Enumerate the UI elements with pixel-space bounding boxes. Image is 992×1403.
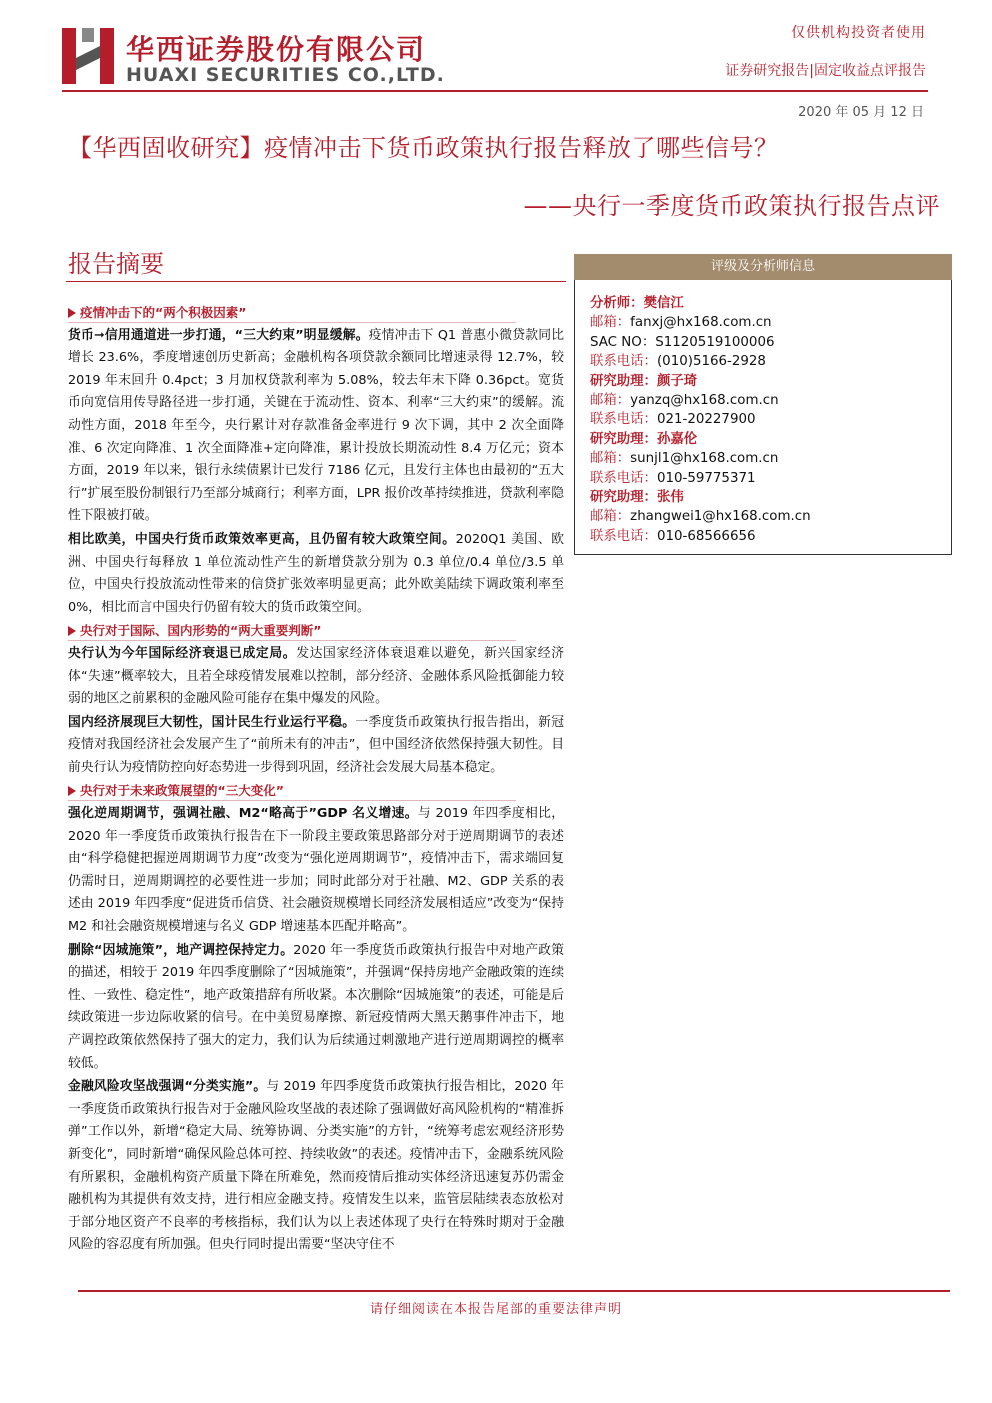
report-title: 【华西固收研究】疫情冲击下货币政策执行报告释放了哪些信号？	[68, 134, 779, 162]
analyst-line: 联系电话：(010)5166-2928	[590, 354, 766, 370]
analyst-line: 邮箱：yanzq@hx168.com.cn	[590, 393, 779, 409]
report-type: 证券研究报告|固定收益点评报告	[725, 63, 926, 79]
paragraph: 强化逆周期调节，强调社融、M2“略高于”GDP 名义增速。与 2019 年四季度相比，2020 年一季度货币政策执行报告在下一阶段主要政策思路部分对于逆周期调节的表述由“科学稳健把握逆周期调节力度”改变为“强化逆周期调节”，疫情冲击下，需求端回复仍需时日，逆周期调控的必要性进一步加；同时此部分对于社融、M2、GDP 关系的表述由 2019 年四季度“促进货币信贷、社会融资规模增长同经济发展相适应”改变为“保持 M2 和社会融资规模增速与名义 GDP 增速基本匹配并略高”。	[68, 806, 565, 935]
paragraph: 删除“因城施策”，地产调控保持定力。2020 年一季度货币政策执行报告中对地产政策的描述，相较于 2019 年四季度删除了“因城施策”，并强调“保持房地产金融政策的连续性、一致性、稳定性”，地产政策措辞有所收紧。本次删除“因城施策”的表述，可能是后续政策进一步边际收紧的信号。在中美贸易摩擦、新冠疫情两大黑天鹅事件冲击下，地产调控政策依然保持了强大的定力，我们认为后续通过刺激地产进行逆周期调控的概率较低。	[68, 942, 564, 1071]
analyst-line: SAC NO：S1120519100006	[590, 334, 775, 350]
header-divider	[62, 90, 928, 92]
audience-note: 仅供机构投资者使用	[791, 25, 926, 41]
abstract-divider	[66, 281, 566, 282]
analyst-line: 研究助理：张伟	[590, 490, 684, 506]
triangle-bullet-icon	[68, 626, 76, 636]
company-name-en: HUAXI SECURITIES CO.,LTD.	[126, 64, 445, 86]
paragraph: 货币➞信用通道进一步打通，“三大约束”明显缓解。疫情冲击下 Q1 普惠小微贷款同比增长 23.6%，季度增速创历史新高；金融机构各项贷款余额同比增速录得 12.7%，较 2019 年末回升 0.4pct；3 月加权贷款利率为 5.08%，较去年末下降 0.36pct。宽货币向宽信用传导路径进一步打通，关键在于流动性、资本、利率“三大约束”的缓解。流动性方面，2018 年至今，央行累计对存款准备金率进行 9 次下调，其中 2 次全面降准、6 次定向降准、1 次全面降准+定向降准，累计投放长期流动性 8.4 万亿元；资本方面，2019 年以来，银行永续债累计已发行 7186 亿元，且发行主体也由最初的“五大行”扩展至股份制银行乃至部分城商行；利率方面，LPR 报价改革持续推进，贷款利率隐性下限被打破。	[68, 327, 564, 524]
analyst-line: 分析师：樊信江	[590, 296, 684, 311]
analyst-line: 研究助理：孙嘉伦	[590, 431, 698, 447]
abstract-body	[68, 302, 564, 1258]
company-logo-icon	[62, 28, 114, 84]
report-subtitle: ——央行一季度货币政策执行报告点评	[523, 192, 940, 220]
abstract-heading: 报告摘要	[68, 250, 164, 278]
company-name-cn: 华西证券股份有限公司	[126, 33, 427, 66]
analyst-line: 联系电话：010-59775371	[590, 470, 756, 486]
analyst-line: 邮箱：zhangwei1@hx168.com.cn	[590, 509, 811, 525]
analyst-info	[590, 294, 940, 546]
paragraph: 国内经济展现巨大韧性，国计民生行业运行平稳。一季度货币政策执行报告指出，新冠疫情对我国经济社会发展产生了“前所未有的冲击”，但中国经济依然保持强大韧性。目前央行认为疫情防控向好态势进一步得到巩固，经济社会发展大局基本稳定。	[68, 714, 565, 775]
triangle-bullet-icon	[68, 308, 76, 318]
paragraph: 相比欧美，中国央行货币政策效率更高，且仍留有较大政策空间。2020Q1 美国、欧洲、中国央行每释放 1 单位流动性产生的新增贷款分别为 0.3 单位/0.4 单位/3.5 单位，中国央行投放流动性带来的信贷扩张效率明显更高；此外欧美陆续下调政策利率至 0%，相比而言中国央行仍留有较大的货币政策空间。	[68, 531, 564, 615]
analyst-line: 研究助理：颜子琦	[590, 373, 698, 389]
analyst-line: 邮箱：sunjl1@hx168.com.cn	[590, 451, 779, 467]
analyst-line: 联系电话：021-20227900	[590, 412, 756, 428]
section-heading: 疫情冲击下的“两个积极因素”	[68, 302, 564, 325]
triangle-bullet-icon	[68, 786, 76, 796]
section-heading: 央行对于国际、国内形势的“两大重要判断”	[68, 620, 564, 643]
analyst-line: 联系电话：010-68566656	[590, 528, 756, 544]
paragraph: 央行认为今年国际经济衰退已成定局。发达国家经济体衰退难以避免，新兴国家经济体“失速”概率较大，且若全球疫情发展难以控制，部分经济、金融体系风险抵御能力较弱的地区之前累积的金融风险可能存在集中爆发的风险。	[68, 645, 565, 707]
rating-analyst-header: 评级及分析师信息	[574, 254, 952, 280]
legal-notice: 请仔细阅读在本报告尾部的重要法律声明	[369, 1302, 622, 1317]
analyst-line: 邮箱：fanxj@hx168.com.cn	[590, 315, 772, 331]
report-date: 2020 年 05 月 12 日	[798, 105, 924, 120]
footer-divider	[78, 1290, 950, 1292]
section-heading: 央行对于未来政策展望的“三大变化”	[68, 780, 564, 803]
paragraph: 金融风险攻坚战强调“分类实施”。与 2019 年四季度货币政策执行报告相比，2020 年一季度货币政策执行报告对于金融风险攻坚战的表述除了强调做好高风险机构的“精准拆弹”工作以外，新增“稳定大局、统筹协调、分类实施”的方针，“统筹考虑宏观经济形势新变化”，同时新增“确保风险总体可控、持续收敛”的表述。疫情冲击下，金融系统风险有所累积，金融机构资产质量下降在所难免，然而疫情后推动实体经济迅速复苏仍需金融机构为其提供有效支持，进行相应金融支持。疫情发生以来，监管层陆续表态放松对于部分地区资产不良率的考核指标，我们认为以上表述体现了央行在特殊时期对于金融风险的容忍度有所加强。但央行同时提出需要“坚决守住不	[68, 1079, 564, 1253]
